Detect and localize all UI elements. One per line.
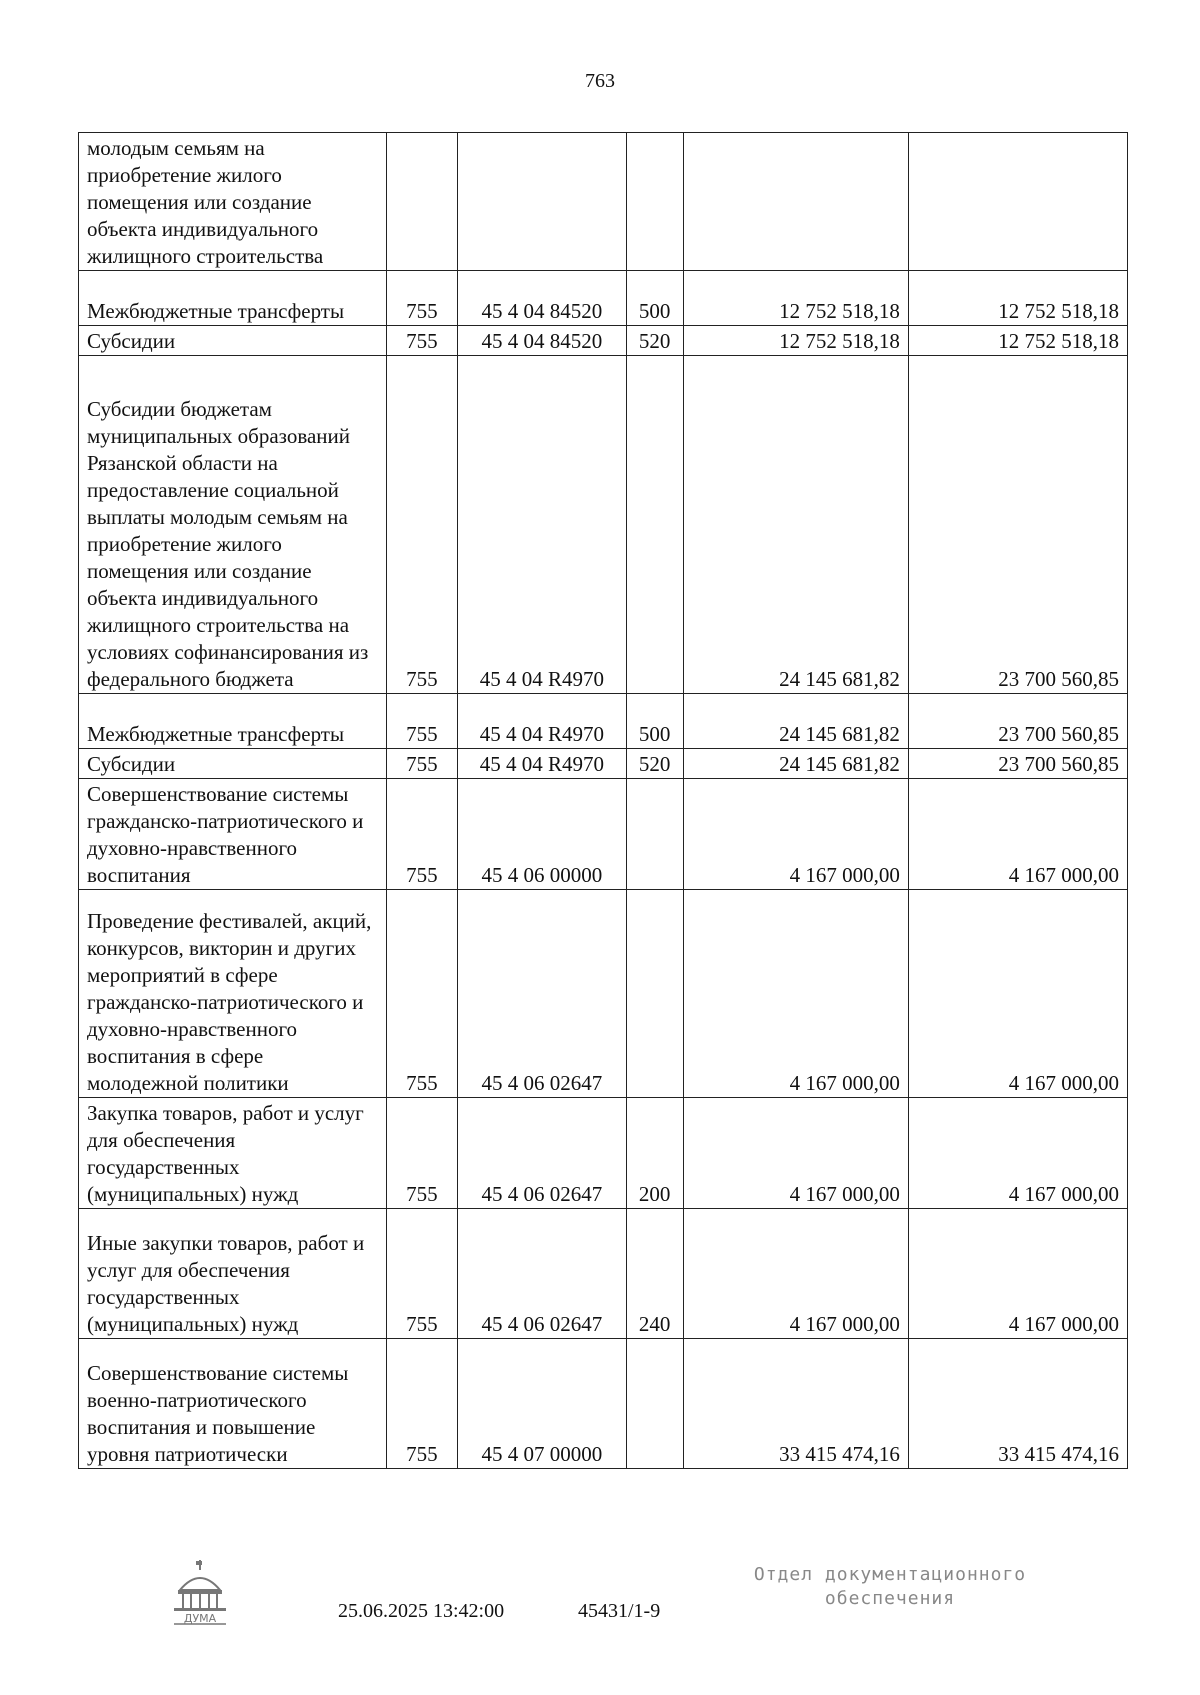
cell-ved: 755 <box>386 779 458 890</box>
cell-sum-1: 12 752 518,18 <box>683 271 908 326</box>
table-row <box>79 890 1128 1098</box>
department-stamp <box>740 1563 1040 1611</box>
cell-csr: 45 4 07 00000 <box>458 1339 627 1469</box>
cell-name: Межбюджетные трансферты <box>79 271 387 326</box>
cell-sum-1: 24 145 681,82 <box>683 694 908 749</box>
cell-csr: 45 4 04 84520 <box>458 326 627 356</box>
table-row <box>79 694 1128 749</box>
cell-vr <box>626 1339 683 1469</box>
cell-sum-2: 23 700 560,85 <box>908 356 1127 694</box>
cell-sum-1: 24 145 681,82 <box>683 749 908 779</box>
budget-table <box>78 132 1128 1469</box>
cell-sum-1 <box>683 133 908 271</box>
cell-sum-2: 4 167 000,00 <box>908 1209 1127 1339</box>
table-row <box>79 356 1128 694</box>
cell-ved: 755 <box>386 694 458 749</box>
cell-vr <box>626 356 683 694</box>
cell-csr: 45 4 06 02647 <box>458 890 627 1098</box>
cell-sum-2: 4 167 000,00 <box>908 1098 1127 1209</box>
cell-vr <box>626 779 683 890</box>
cell-name: Иные закупки товаров, работ и услуг для обеспечения государственных (муниципальных) нужд <box>79 1209 387 1339</box>
cell-name: молодым семьям на приобретение жилого помещения или создание объекта индивидуального жилищного строительства <box>79 133 387 271</box>
cell-sum-2: 12 752 518,18 <box>908 271 1127 326</box>
cell-name: Совершенствование системы гражданско-патриотического и духовно-нравственного воспитания <box>79 779 387 890</box>
cell-ved: 755 <box>386 356 458 694</box>
cell-csr: 45 4 04 R4970 <box>458 356 627 694</box>
cell-vr: 240 <box>626 1209 683 1339</box>
cell-csr: 45 4 04 84520 <box>458 271 627 326</box>
cell-csr: 45 4 06 02647 <box>458 1209 627 1339</box>
table-body <box>79 133 1128 1469</box>
cell-ved: 755 <box>386 890 458 1098</box>
cell-name: Проведение фестивалей, акций, конкурсов, викторин и других мероприятий в сфере гражданско-патриотического и духовно-нравственного воспитания в сфере молодежной политики <box>79 890 387 1098</box>
cell-sum-2: 4 167 000,00 <box>908 890 1127 1098</box>
footer-doc-number: 45431/1-9 <box>578 1600 661 1622</box>
cell-name: Совершенствование системы военно-патриотического воспитания и повышение уровня патриотически <box>79 1339 387 1469</box>
cell-csr: 45 4 06 02647 <box>458 1098 627 1209</box>
cell-vr: 200 <box>626 1098 683 1209</box>
cell-vr: 500 <box>626 271 683 326</box>
cell-ved: 755 <box>386 271 458 326</box>
cell-sum-2: 4 167 000,00 <box>908 779 1127 890</box>
cell-sum-1: 4 167 000,00 <box>683 1098 908 1209</box>
cell-sum-1: 33 415 474,16 <box>683 1339 908 1469</box>
duma-logo-icon <box>170 1558 230 1626</box>
table-row <box>79 1098 1128 1209</box>
cell-name: Субсидии <box>79 326 387 356</box>
cell-sum-2 <box>908 133 1127 271</box>
cell-sum-1: 4 167 000,00 <box>683 1209 908 1339</box>
cell-ved: 755 <box>386 749 458 779</box>
table-row <box>79 749 1128 779</box>
footer-datetime: 25.06.2025 13:42:00 <box>338 1600 505 1622</box>
cell-sum-1: 24 145 681,82 <box>683 356 908 694</box>
table-row <box>79 133 1128 271</box>
cell-csr: 45 4 06 00000 <box>458 779 627 890</box>
cell-name: Закупка товаров, работ и услуг для обеспечения государственных (муниципальных) нужд <box>79 1098 387 1209</box>
page-number: 763 <box>585 70 615 92</box>
svg-text:ДУМА: ДУМА <box>183 1612 217 1625</box>
table-row <box>79 271 1128 326</box>
cell-name: Субсидии <box>79 749 387 779</box>
table-row <box>79 1339 1128 1469</box>
table-row <box>79 1209 1128 1339</box>
cell-name: Субсидии бюджетам муниципальных образований Рязанской области на предоставление социальной выплаты молодым семьям на приобретение жилого помещения или создание объекта индивидуального жилищного строительства на условиях софинансирования из федерального бюджета <box>79 356 387 694</box>
stamp-line-2: обеспечения <box>824 1588 956 1609</box>
cell-sum-2: 12 752 518,18 <box>908 326 1127 356</box>
cell-csr <box>458 133 627 271</box>
cell-vr: 520 <box>626 326 683 356</box>
cell-csr: 45 4 04 R4970 <box>458 749 627 779</box>
cell-sum-1: 4 167 000,00 <box>683 779 908 890</box>
cell-sum-2: 23 700 560,85 <box>908 694 1127 749</box>
table-row <box>79 326 1128 356</box>
cell-csr: 45 4 04 R4970 <box>458 694 627 749</box>
cell-ved: 755 <box>386 326 458 356</box>
cell-vr: 520 <box>626 749 683 779</box>
cell-ved: 755 <box>386 1209 458 1339</box>
cell-sum-1: 12 752 518,18 <box>683 326 908 356</box>
cell-ved <box>386 133 458 271</box>
cell-vr <box>626 133 683 271</box>
cell-sum-2: 33 415 474,16 <box>908 1339 1127 1469</box>
stamp-line-1: Отдел документационного <box>753 1564 1027 1585</box>
cell-sum-2: 23 700 560,85 <box>908 749 1127 779</box>
cell-ved: 755 <box>386 1339 458 1469</box>
cell-vr <box>626 890 683 1098</box>
cell-vr: 500 <box>626 694 683 749</box>
cell-name: Межбюджетные трансферты <box>79 694 387 749</box>
table-row <box>79 779 1128 890</box>
cell-sum-1: 4 167 000,00 <box>683 890 908 1098</box>
cell-ved: 755 <box>386 1098 458 1209</box>
